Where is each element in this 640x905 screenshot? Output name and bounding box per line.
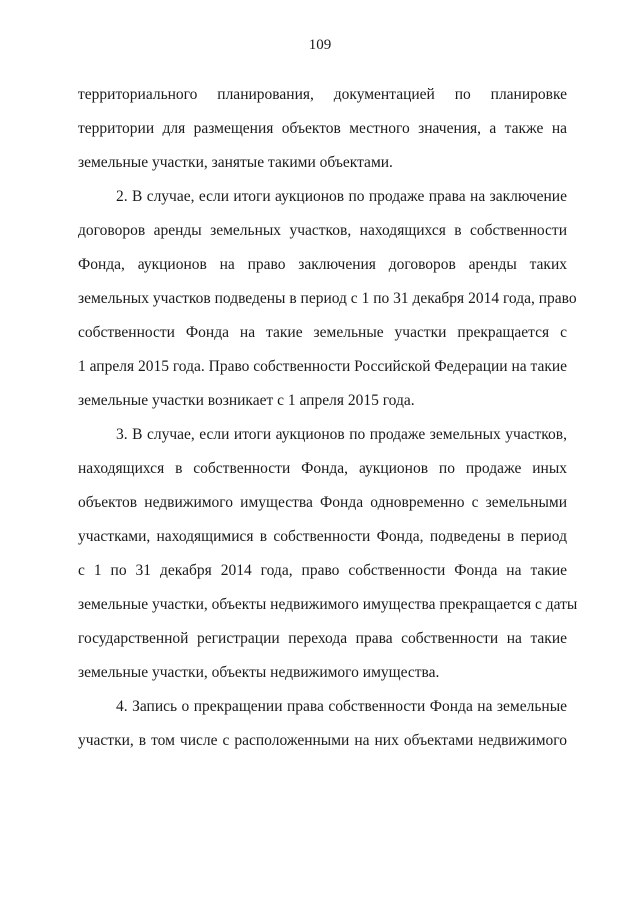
text-line: 2. В случае, если итоги аукционов по продаже права на заключение [116,188,567,205]
text-line: участки, в том числе с расположенными на них объектами недвижимого [78,732,567,749]
text-line: находящихся в собственности Фонда, аукционов по продаже иных [78,460,567,477]
text-line: 4. Запись о прекращении права собственности Фонда на земельные [116,698,567,715]
text-line: собственности Фонда на такие земельные участки прекращается с [78,324,567,341]
text-line: земельные участки, занятые такими объектами. [78,154,393,171]
text-line: земельных участков подведены в период с 1 по 31 декабря 2014 года, право [78,290,577,307]
text-line: государственной регистрации перехода права собственности на такие [78,630,567,647]
document-body [78,78,578,758]
text-line: с 1 по 31 декабря 2014 года, право собственности Фонда на такие [78,562,567,579]
text-line: территориального планирования, документацией по планировке [78,86,567,103]
page-number: 109 [308,37,332,53]
text-line: Фонда, аукционов на право заключения договоров аренды таких [78,256,567,273]
text-line: земельные участки, объекты недвижимого имущества. [78,664,440,681]
text-line: 3. В случае, если итоги аукционов по продаже земельных участков, [116,426,567,443]
text-line: 1 апреля 2015 года. Право собственности Российской Федерации на такие [78,358,568,375]
text-line: договоров аренды земельных участков, находящихся в собственности [78,222,567,239]
text-line: участками, находящимися в собственности Фонда, подведены в период [78,528,567,545]
text-line: объектов недвижимого имущества Фонда одновременно с земельными [78,494,567,511]
text-line: территории для размещения объектов местного значения, а также на [78,120,567,137]
text-line: земельные участки, объекты недвижимого имущества прекращается с даты [78,596,578,613]
text-line: земельные участки возникает с 1 апреля 2015 года. [78,392,415,409]
